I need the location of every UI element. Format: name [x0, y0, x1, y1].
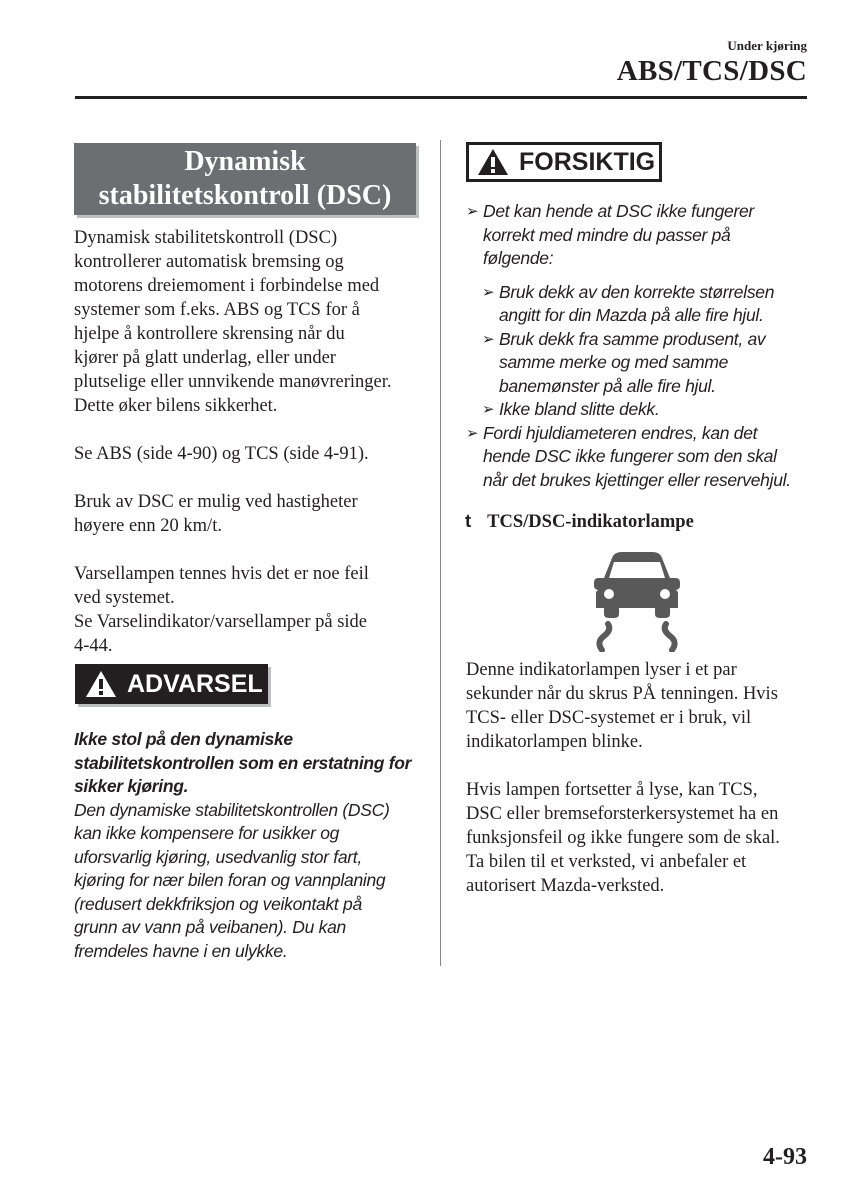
text-line: TCS- eller DSC-systemet er i bruk, vil [466, 708, 752, 728]
caution-text-line: Bruk dekk av den korrekte størrelsen [499, 281, 775, 302]
column-divider [440, 140, 441, 966]
caution-text-line: korrekt med mindre du passer på [483, 224, 731, 245]
warning-text-line: uforsvarlig kjøring, usedvanlig stor fart, [74, 846, 362, 867]
text-line: hjelpe å kontrollere skrensing når du [74, 324, 345, 344]
text-line: 4-44. [74, 636, 113, 656]
warning-triangle-icon [477, 147, 509, 177]
text-line: sekunder når du skrus PÅ tenningen. Hvis [466, 684, 778, 704]
caution-subitem [482, 281, 811, 328]
page-title: ABS/TCS/DSC [616, 55, 807, 87]
warning-bold-line: Ikke stol på den dynamiske [74, 729, 293, 749]
caution-text-line: Bruk dekk fra samme produsent, av [499, 328, 766, 349]
warning-text-line: grunn av vann på veibanen). Du kan [74, 917, 346, 937]
caution-text-line: banemønster på alle fire hjul. [499, 375, 716, 396]
caution-item [466, 422, 811, 493]
warning-label: ADVARSEL [127, 669, 263, 698]
caution-text-line: følgende: [483, 248, 554, 268]
warning-body [74, 728, 424, 963]
text-line: motorens dreiemoment i forbindelse med [74, 276, 380, 296]
caution-text-line: Det kan hende at DSC ikke fungerer [483, 201, 754, 221]
caution-text-line: Fordi hjuldiameteren endres, kan det [483, 422, 758, 443]
text-line: Bruk av DSC er mulig ved hastigheter [74, 492, 358, 512]
text-line: Dette øker bilens sikkerhet. [74, 396, 278, 416]
text-line: Ta bilen til et verksted, vi anbefaler et [466, 852, 747, 872]
text-line: Hvis lampen fortsetter å lyse, kan TCS, [466, 780, 758, 800]
indicator-paragraph [466, 658, 811, 754]
caution-item [466, 200, 811, 271]
intro-paragraph [74, 226, 424, 418]
text-line: autorisert Mazda-verksted. [466, 876, 665, 896]
section-heading-line: Dynamisk [184, 146, 306, 177]
text-line: ved systemet. [74, 588, 175, 608]
caution-text-line: hende DSC ikke fungerer som den skal [483, 446, 777, 466]
warning-bold-line: sikker kjøring. [74, 776, 189, 796]
indicator-heading [465, 510, 694, 533]
arrow-bullet-icon: ➢ [466, 203, 479, 220]
text-line: kontrollerer automatisk bremsing og [74, 252, 344, 272]
arrow-bullet-icon: ➢ [482, 401, 495, 418]
indicator-paragraph [466, 778, 811, 898]
indicator-heading-text: TCS/DSC-indikatorlampe [487, 512, 694, 532]
text-line: Se ABS (side 4-90) og TCS (side 4-91). [74, 444, 369, 464]
caution-text-line: når det brukes kjettinger eller reservehjul. [483, 469, 791, 490]
caution-label-box [466, 142, 662, 182]
text-line: Se Varselindikator/varsellamper på side [74, 612, 368, 632]
text-line: plutselige eller unnvikende manøvreringer. [74, 372, 392, 392]
text-line: funksjonsfeil og ikke fungere som de skal. [466, 828, 780, 848]
indicator-body [466, 658, 811, 922]
caution-label: FORSIKTIG [519, 147, 656, 176]
speed-paragraph [74, 490, 424, 538]
page-number: 4-93 [763, 1144, 807, 1170]
text-line: indikatorlampen blinke. [466, 732, 643, 752]
reference-paragraph [74, 442, 424, 466]
caution-text-line: angitt for din Mazda på alle fire hjul. [499, 305, 764, 325]
warning-text-line: kjøring for nær bilen foran og vannplaning [74, 870, 386, 890]
warning-triangle-icon [85, 669, 117, 699]
warning-text-line: (redusert dekkfriksjon og veikontakt på [74, 893, 362, 914]
caution-text-line: Ikke bland slitte dekk. [499, 399, 660, 419]
warning-label-box [75, 664, 268, 704]
section-heading-line: stabilitetskontroll (DSC) [98, 180, 392, 211]
text-line: Varsellampen tennes hvis det er noe feil [74, 564, 369, 584]
warning-text-line: kan ikke kompensere for usikker og [74, 823, 340, 843]
section-heading [74, 143, 416, 215]
text-line: Denne indikatorlampen lyser i et par [466, 660, 737, 680]
running-head: Under kjøring [727, 38, 807, 53]
warning-lamp-paragraph [74, 562, 424, 658]
header-rule [75, 96, 807, 99]
left-body [74, 226, 424, 682]
warning-text-line: fremdeles havne i en ulykke. [74, 940, 288, 961]
arrow-bullet-icon: ➢ [482, 283, 495, 301]
text-line: høyere enn 20 km/t. [74, 516, 222, 536]
text-line: kjører på glatt underlag, eller under [74, 348, 336, 368]
skidding-car-icon [592, 550, 682, 652]
indicator-marker: t [465, 510, 472, 531]
warning-bold-line: stabilitetskontrollen som en erstatning for [74, 752, 412, 773]
text-line: DSC eller bremseforsterkersystemet ha en [466, 804, 779, 824]
arrow-bullet-icon: ➢ [466, 424, 479, 442]
caution-list [466, 200, 811, 492]
caution-text-line: samme merke og med samme [499, 352, 729, 372]
text-line: systemer som f.eks. ABS og TCS for å [74, 300, 360, 320]
caution-subitem [482, 398, 811, 422]
warning-text-line: Den dynamiske stabilitetskontrollen (DSC) [74, 799, 390, 820]
arrow-bullet-icon: ➢ [482, 330, 495, 348]
caution-subitem [482, 328, 811, 399]
text-line: Dynamisk stabilitetskontroll (DSC) [74, 228, 338, 248]
